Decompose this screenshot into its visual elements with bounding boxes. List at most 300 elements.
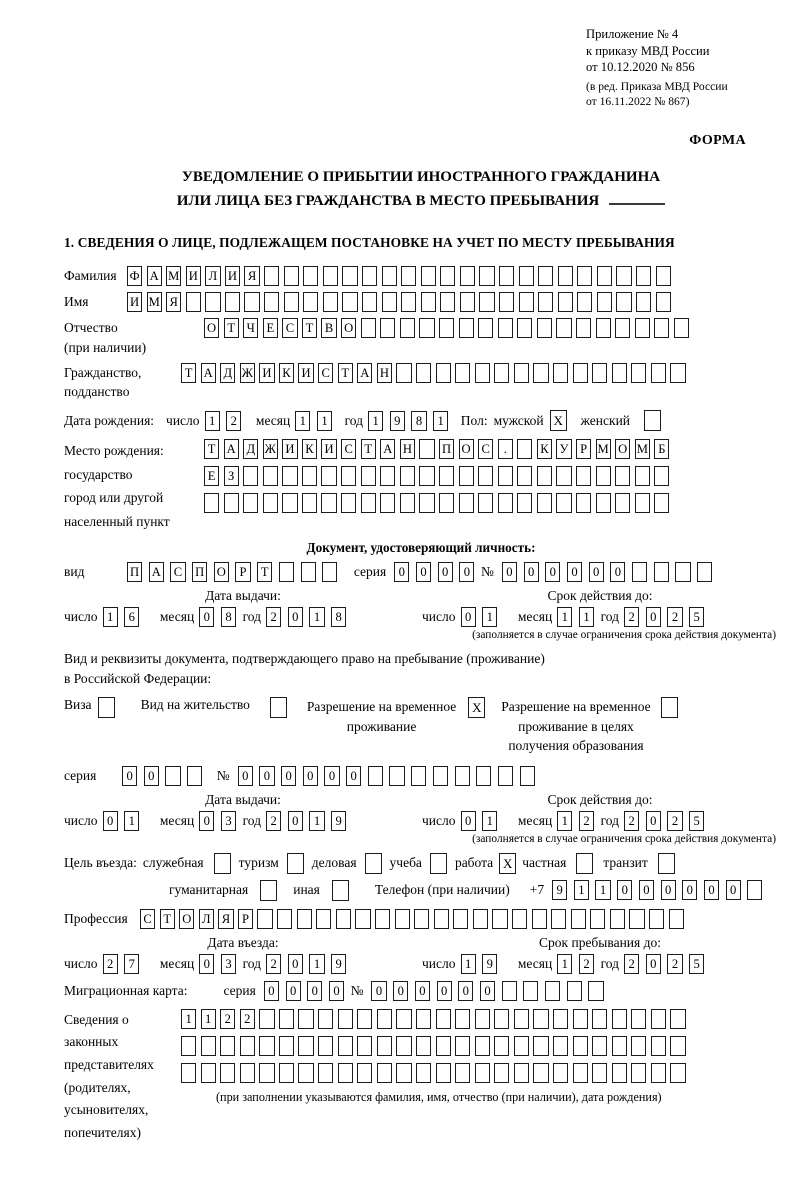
char-cell[interactable]: О — [341, 318, 356, 338]
char-cell[interactable]: 5 — [689, 607, 704, 627]
char-cell[interactable]: 1 — [309, 607, 324, 627]
char-cell[interactable] — [616, 266, 631, 286]
char-cell[interactable]: 0 — [617, 880, 632, 900]
purpose-other-checkbox[interactable] — [332, 880, 349, 901]
char-cell[interactable] — [375, 909, 390, 929]
char-cell[interactable] — [440, 266, 455, 286]
char-cell[interactable]: Я — [166, 292, 181, 312]
char-cell[interactable] — [553, 1063, 568, 1083]
char-cell[interactable] — [400, 318, 415, 338]
char-cell[interactable]: 0 — [646, 811, 661, 831]
char-cell[interactable]: 2 — [240, 1009, 255, 1029]
char-cell[interactable] — [537, 466, 552, 486]
char-cell[interactable] — [675, 562, 690, 582]
char-cell[interactable] — [473, 909, 488, 929]
char-cell[interactable]: 0 — [324, 766, 339, 786]
char-cell[interactable]: 1 — [205, 411, 220, 431]
char-cell[interactable]: А — [357, 363, 372, 383]
char-cell[interactable]: А — [224, 439, 239, 459]
char-cell[interactable] — [460, 266, 475, 286]
char-cell[interactable]: У — [556, 439, 571, 459]
char-cell[interactable]: И — [298, 363, 313, 383]
char-cell[interactable] — [401, 292, 416, 312]
char-cell[interactable]: 1 — [482, 607, 497, 627]
char-cell[interactable]: К — [279, 363, 294, 383]
char-cell[interactable] — [279, 562, 294, 582]
char-cell[interactable] — [396, 1036, 411, 1056]
char-cell[interactable] — [635, 318, 650, 338]
char-cell[interactable]: 1 — [103, 607, 118, 627]
char-cell[interactable]: 2 — [667, 811, 682, 831]
char-cell[interactable] — [181, 1063, 196, 1083]
char-cell[interactable] — [224, 493, 239, 513]
char-cell[interactable] — [494, 1009, 509, 1029]
char-cell[interactable] — [298, 1036, 313, 1056]
sex-male-checkbox[interactable]: X — [550, 410, 567, 431]
char-cell[interactable] — [257, 909, 272, 929]
char-cell[interactable]: А — [147, 266, 162, 286]
char-cell[interactable] — [498, 466, 513, 486]
char-cell[interactable]: 0 — [545, 562, 560, 582]
char-cell[interactable] — [654, 466, 669, 486]
char-cell[interactable] — [436, 1036, 451, 1056]
char-cell[interactable] — [475, 1063, 490, 1083]
char-cell[interactable] — [396, 1063, 411, 1083]
char-cell[interactable] — [612, 363, 627, 383]
char-cell[interactable]: 2 — [624, 607, 639, 627]
char-cell[interactable]: П — [439, 439, 454, 459]
char-cell[interactable]: 0 — [437, 981, 452, 1001]
char-cell[interactable]: 1 — [595, 880, 610, 900]
char-cell[interactable]: 0 — [502, 562, 517, 582]
char-cell[interactable] — [519, 292, 534, 312]
char-cell[interactable]: Т — [338, 363, 353, 383]
char-cell[interactable] — [455, 1036, 470, 1056]
char-cell[interactable]: М — [635, 439, 650, 459]
char-cell[interactable]: К — [537, 439, 552, 459]
char-cell[interactable] — [357, 1036, 372, 1056]
char-cell[interactable] — [277, 909, 292, 929]
char-cell[interactable] — [651, 1036, 666, 1056]
char-cell[interactable]: Д — [220, 363, 235, 383]
char-cell[interactable] — [670, 1063, 685, 1083]
char-cell[interactable] — [264, 266, 279, 286]
char-cell[interactable]: Л — [199, 909, 214, 929]
char-cell[interactable] — [651, 363, 666, 383]
char-cell[interactable] — [436, 1009, 451, 1029]
char-cell[interactable] — [419, 466, 434, 486]
char-cell[interactable] — [303, 266, 318, 286]
residence-permit-checkbox[interactable] — [270, 697, 287, 718]
char-cell[interactable]: 0 — [438, 562, 453, 582]
char-cell[interactable]: О — [179, 909, 194, 929]
char-cell[interactable]: Ф — [127, 266, 142, 286]
char-cell[interactable] — [436, 1063, 451, 1083]
char-cell[interactable]: 9 — [390, 411, 405, 431]
char-cell[interactable]: В — [321, 318, 336, 338]
char-cell[interactable] — [670, 1036, 685, 1056]
char-cell[interactable] — [436, 363, 451, 383]
char-cell[interactable]: Т — [181, 363, 196, 383]
char-cell[interactable] — [498, 493, 513, 513]
char-cell[interactable] — [636, 266, 651, 286]
char-cell[interactable]: М — [596, 439, 611, 459]
char-cell[interactable] — [520, 766, 535, 786]
char-cell[interactable] — [282, 493, 297, 513]
char-cell[interactable]: Р — [576, 439, 591, 459]
char-cell[interactable] — [396, 1009, 411, 1029]
char-cell[interactable]: 9 — [331, 811, 346, 831]
char-cell[interactable] — [395, 909, 410, 929]
char-cell[interactable]: О — [204, 318, 219, 338]
char-cell[interactable]: 0 — [461, 811, 476, 831]
char-cell[interactable] — [421, 292, 436, 312]
char-cell[interactable]: 0 — [461, 607, 476, 627]
char-cell[interactable] — [537, 318, 552, 338]
char-cell[interactable] — [514, 1009, 529, 1029]
char-cell[interactable] — [323, 292, 338, 312]
char-cell[interactable] — [362, 266, 377, 286]
char-cell[interactable] — [631, 1063, 646, 1083]
char-cell[interactable] — [284, 266, 299, 286]
char-cell[interactable] — [567, 981, 582, 1001]
char-cell[interactable] — [316, 909, 331, 929]
char-cell[interactable] — [416, 363, 431, 383]
char-cell[interactable] — [533, 1063, 548, 1083]
char-cell[interactable] — [577, 266, 592, 286]
char-cell[interactable] — [596, 318, 611, 338]
char-cell[interactable]: Я — [218, 909, 233, 929]
char-cell[interactable] — [380, 493, 395, 513]
char-cell[interactable] — [264, 292, 279, 312]
char-cell[interactable]: 0 — [394, 562, 409, 582]
char-cell[interactable]: 0 — [416, 562, 431, 582]
char-cell[interactable] — [282, 466, 297, 486]
char-cell[interactable] — [439, 466, 454, 486]
char-cell[interactable] — [377, 1009, 392, 1029]
char-cell[interactable]: К — [302, 439, 317, 459]
char-cell[interactable]: А — [149, 562, 164, 582]
char-cell[interactable]: 0 — [661, 880, 676, 900]
char-cell[interactable] — [297, 909, 312, 929]
char-cell[interactable] — [615, 466, 630, 486]
char-cell[interactable] — [476, 766, 491, 786]
char-cell[interactable]: 8 — [331, 607, 346, 627]
char-cell[interactable] — [629, 909, 644, 929]
char-cell[interactable] — [439, 493, 454, 513]
char-cell[interactable] — [201, 1036, 216, 1056]
char-cell[interactable]: 2 — [266, 954, 281, 974]
char-cell[interactable] — [612, 1009, 627, 1029]
char-cell[interactable] — [389, 766, 404, 786]
char-cell[interactable]: П — [127, 562, 142, 582]
char-cell[interactable] — [279, 1063, 294, 1083]
char-cell[interactable] — [635, 466, 650, 486]
char-cell[interactable] — [186, 292, 201, 312]
char-cell[interactable] — [610, 909, 625, 929]
char-cell[interactable] — [400, 466, 415, 486]
char-cell[interactable]: 0 — [199, 607, 214, 627]
char-cell[interactable] — [556, 466, 571, 486]
char-cell[interactable]: И — [225, 266, 240, 286]
char-cell[interactable]: А — [380, 439, 395, 459]
char-cell[interactable] — [338, 1009, 353, 1029]
char-cell[interactable]: 0 — [303, 766, 318, 786]
char-cell[interactable]: Т — [361, 439, 376, 459]
char-cell[interactable] — [478, 466, 493, 486]
char-cell[interactable] — [478, 318, 493, 338]
char-cell[interactable] — [419, 439, 434, 459]
char-cell[interactable]: М — [147, 292, 162, 312]
char-cell[interactable] — [201, 1063, 216, 1083]
char-cell[interactable]: 0 — [371, 981, 386, 1001]
char-cell[interactable] — [494, 1063, 509, 1083]
char-cell[interactable]: 0 — [288, 607, 303, 627]
char-cell[interactable] — [302, 466, 317, 486]
char-cell[interactable] — [318, 1009, 333, 1029]
char-cell[interactable] — [654, 493, 669, 513]
char-cell[interactable] — [532, 909, 547, 929]
char-cell[interactable]: И — [127, 292, 142, 312]
char-cell[interactable] — [338, 1036, 353, 1056]
char-cell[interactable] — [596, 493, 611, 513]
char-cell[interactable]: 0 — [458, 981, 473, 1001]
char-cell[interactable] — [538, 292, 553, 312]
char-cell[interactable]: С — [341, 439, 356, 459]
char-cell[interactable]: 2 — [579, 811, 594, 831]
char-cell[interactable]: 0 — [329, 981, 344, 1001]
char-cell[interactable]: 9 — [331, 954, 346, 974]
char-cell[interactable]: 0 — [393, 981, 408, 1001]
char-cell[interactable] — [616, 292, 631, 312]
char-cell[interactable]: С — [140, 909, 155, 929]
char-cell[interactable]: Т — [302, 318, 317, 338]
char-cell[interactable] — [459, 493, 474, 513]
char-cell[interactable] — [244, 292, 259, 312]
char-cell[interactable]: 8 — [411, 411, 426, 431]
char-cell[interactable] — [298, 1009, 313, 1029]
char-cell[interactable] — [279, 1009, 294, 1029]
char-cell[interactable] — [475, 1036, 490, 1056]
char-cell[interactable] — [439, 318, 454, 338]
visa-checkbox[interactable] — [98, 697, 115, 718]
char-cell[interactable] — [240, 1036, 255, 1056]
char-cell[interactable] — [321, 466, 336, 486]
char-cell[interactable]: 2 — [266, 811, 281, 831]
char-cell[interactable]: С — [478, 439, 493, 459]
char-cell[interactable] — [357, 1009, 372, 1029]
char-cell[interactable]: 5 — [689, 811, 704, 831]
char-cell[interactable]: 0 — [639, 880, 654, 900]
char-cell[interactable] — [302, 493, 317, 513]
char-cell[interactable]: 1 — [557, 954, 572, 974]
char-cell[interactable] — [669, 909, 684, 929]
char-cell[interactable] — [590, 909, 605, 929]
char-cell[interactable] — [551, 909, 566, 929]
char-cell[interactable] — [577, 292, 592, 312]
char-cell[interactable] — [401, 266, 416, 286]
char-cell[interactable] — [416, 1009, 431, 1029]
char-cell[interactable]: 0 — [288, 954, 303, 974]
char-cell[interactable] — [416, 1063, 431, 1083]
char-cell[interactable] — [318, 1063, 333, 1083]
char-cell[interactable]: С — [282, 318, 297, 338]
char-cell[interactable] — [747, 880, 762, 900]
char-cell[interactable] — [612, 1063, 627, 1083]
char-cell[interactable]: 0 — [286, 981, 301, 1001]
char-cell[interactable]: 0 — [610, 562, 625, 582]
char-cell[interactable] — [517, 439, 532, 459]
char-cell[interactable]: Ж — [263, 439, 278, 459]
char-cell[interactable]: С — [318, 363, 333, 383]
char-cell[interactable]: И — [282, 439, 297, 459]
char-cell[interactable]: 1 — [181, 1009, 196, 1029]
char-cell[interactable] — [336, 909, 351, 929]
char-cell[interactable] — [460, 292, 475, 312]
char-cell[interactable]: 8 — [221, 607, 236, 627]
char-cell[interactable] — [475, 1009, 490, 1029]
char-cell[interactable] — [553, 1036, 568, 1056]
char-cell[interactable]: 0 — [259, 766, 274, 786]
char-cell[interactable]: Б — [654, 439, 669, 459]
char-cell[interactable] — [263, 466, 278, 486]
char-cell[interactable]: 1 — [309, 954, 324, 974]
char-cell[interactable] — [377, 1063, 392, 1083]
char-cell[interactable]: О — [459, 439, 474, 459]
char-cell[interactable] — [240, 1063, 255, 1083]
char-cell[interactable]: Е — [204, 466, 219, 486]
char-cell[interactable] — [220, 1063, 235, 1083]
char-cell[interactable] — [341, 493, 356, 513]
char-cell[interactable] — [670, 1009, 685, 1029]
char-cell[interactable] — [204, 493, 219, 513]
char-cell[interactable] — [259, 1063, 274, 1083]
char-cell[interactable] — [434, 909, 449, 929]
char-cell[interactable] — [592, 363, 607, 383]
char-cell[interactable]: 0 — [480, 981, 495, 1001]
char-cell[interactable]: 0 — [682, 880, 697, 900]
char-cell[interactable] — [538, 266, 553, 286]
char-cell[interactable] — [656, 266, 671, 286]
char-cell[interactable] — [382, 266, 397, 286]
char-cell[interactable] — [635, 493, 650, 513]
char-cell[interactable]: И — [186, 266, 201, 286]
char-cell[interactable]: 1 — [201, 1009, 216, 1029]
char-cell[interactable]: 1 — [461, 954, 476, 974]
char-cell[interactable] — [459, 318, 474, 338]
purpose-official-checkbox[interactable] — [214, 853, 231, 874]
char-cell[interactable] — [362, 292, 377, 312]
char-cell[interactable] — [298, 1063, 313, 1083]
char-cell[interactable] — [576, 466, 591, 486]
char-cell[interactable]: Ж — [240, 363, 255, 383]
char-cell[interactable]: 0 — [415, 981, 430, 1001]
char-cell[interactable] — [421, 266, 436, 286]
char-cell[interactable] — [301, 562, 316, 582]
char-cell[interactable]: 0 — [567, 562, 582, 582]
char-cell[interactable] — [342, 266, 357, 286]
char-cell[interactable] — [615, 493, 630, 513]
char-cell[interactable]: Н — [377, 363, 392, 383]
char-cell[interactable] — [576, 318, 591, 338]
char-cell[interactable] — [382, 292, 397, 312]
char-cell[interactable] — [670, 363, 685, 383]
char-cell[interactable] — [479, 266, 494, 286]
char-cell[interactable] — [377, 1036, 392, 1056]
char-cell[interactable] — [553, 1009, 568, 1029]
char-cell[interactable] — [576, 493, 591, 513]
char-cell[interactable] — [615, 318, 630, 338]
char-cell[interactable]: 6 — [124, 607, 139, 627]
char-cell[interactable]: 0 — [459, 562, 474, 582]
char-cell[interactable] — [455, 766, 470, 786]
char-cell[interactable]: М — [166, 266, 181, 286]
char-cell[interactable] — [205, 292, 220, 312]
char-cell[interactable]: 1 — [433, 411, 448, 431]
char-cell[interactable] — [361, 318, 376, 338]
char-cell[interactable]: Р — [238, 909, 253, 929]
char-cell[interactable] — [499, 266, 514, 286]
char-cell[interactable]: Т — [257, 562, 272, 582]
char-cell[interactable] — [571, 909, 586, 929]
char-cell[interactable]: 0 — [346, 766, 361, 786]
char-cell[interactable] — [181, 1036, 196, 1056]
char-cell[interactable]: Д — [243, 439, 258, 459]
char-cell[interactable] — [558, 266, 573, 286]
char-cell[interactable]: 0 — [144, 766, 159, 786]
sex-female-checkbox[interactable] — [644, 410, 661, 431]
char-cell[interactable] — [494, 363, 509, 383]
char-cell[interactable] — [556, 318, 571, 338]
char-cell[interactable]: 0 — [264, 981, 279, 1001]
char-cell[interactable] — [612, 1036, 627, 1056]
char-cell[interactable] — [279, 1036, 294, 1056]
temp-permit-checkbox[interactable]: X — [468, 697, 485, 718]
char-cell[interactable]: Т — [160, 909, 175, 929]
char-cell[interactable] — [656, 292, 671, 312]
char-cell[interactable]: 1 — [309, 811, 324, 831]
char-cell[interactable] — [632, 562, 647, 582]
char-cell[interactable] — [478, 493, 493, 513]
char-cell[interactable]: 2 — [624, 811, 639, 831]
char-cell[interactable] — [674, 318, 689, 338]
char-cell[interactable] — [243, 466, 258, 486]
char-cell[interactable] — [631, 1036, 646, 1056]
char-cell[interactable] — [494, 1036, 509, 1056]
char-cell[interactable] — [573, 1036, 588, 1056]
char-cell[interactable]: 5 — [689, 954, 704, 974]
char-cell[interactable] — [419, 493, 434, 513]
char-cell[interactable]: О — [615, 439, 630, 459]
char-cell[interactable]: 1 — [368, 411, 383, 431]
char-cell[interactable]: 2 — [220, 1009, 235, 1029]
char-cell[interactable] — [514, 1063, 529, 1083]
char-cell[interactable] — [631, 1009, 646, 1029]
char-cell[interactable]: 2 — [579, 954, 594, 974]
char-cell[interactable] — [514, 363, 529, 383]
char-cell[interactable] — [519, 266, 534, 286]
char-cell[interactable]: 9 — [552, 880, 567, 900]
char-cell[interactable] — [475, 363, 490, 383]
char-cell[interactable]: 0 — [524, 562, 539, 582]
char-cell[interactable]: 2 — [624, 954, 639, 974]
char-cell[interactable]: 0 — [589, 562, 604, 582]
purpose-humanitarian-checkbox[interactable] — [260, 880, 277, 901]
char-cell[interactable]: 2 — [667, 607, 682, 627]
char-cell[interactable] — [455, 363, 470, 383]
char-cell[interactable] — [597, 292, 612, 312]
char-cell[interactable] — [537, 493, 552, 513]
